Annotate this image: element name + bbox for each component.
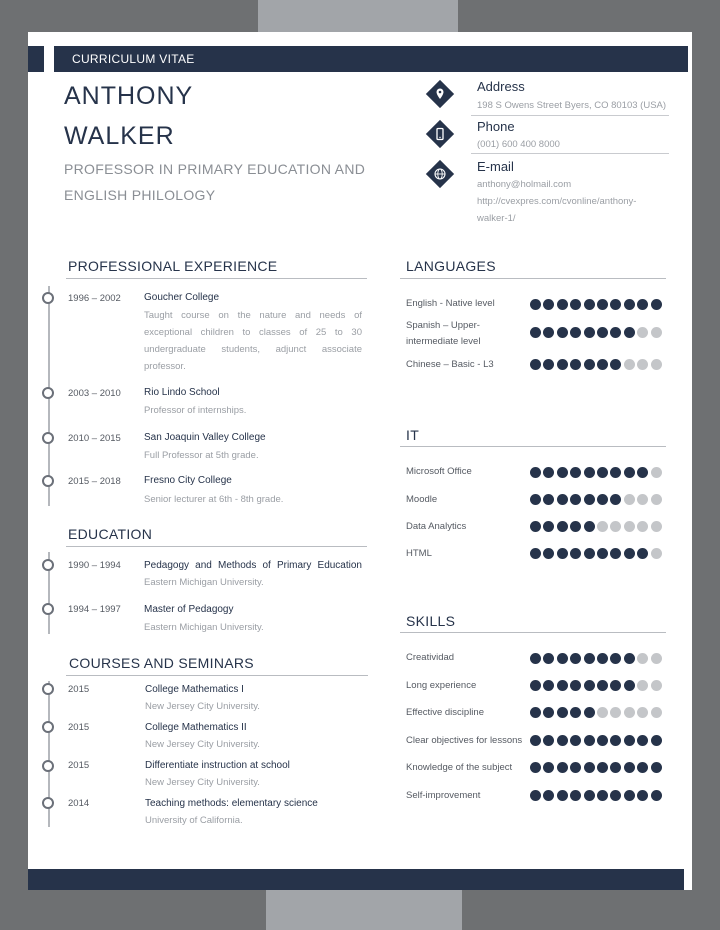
rating-dot-filled xyxy=(530,299,541,310)
rating-dot-empty xyxy=(637,359,648,370)
rating-dot-empty xyxy=(597,707,608,718)
skills-underline xyxy=(400,632,666,633)
banner-accent xyxy=(28,46,44,72)
rating-dot-filled xyxy=(557,467,568,478)
course-date: 2015 xyxy=(68,722,90,733)
rating-dot-filled xyxy=(557,548,568,559)
rating-dot-filled xyxy=(584,327,595,338)
languages-underline xyxy=(400,278,666,279)
rating-dot-filled xyxy=(584,467,595,478)
education-date: 1994 – 1997 xyxy=(68,604,121,615)
rating-dot-empty xyxy=(624,521,635,532)
timeline-dot xyxy=(42,292,54,304)
rating-dot-filled xyxy=(570,735,581,746)
rating-dot-empty xyxy=(637,327,648,338)
timeline-dot xyxy=(42,559,54,571)
skill-rating xyxy=(530,680,662,691)
skill-label: Long experience xyxy=(406,680,477,691)
rating-dot-empty xyxy=(637,521,648,532)
phone-value: (001) 600 400 8000 xyxy=(477,139,560,150)
rating-dot-empty xyxy=(637,653,648,664)
rating-dot-filled xyxy=(597,653,608,664)
course-school: New Jersey City University. xyxy=(145,777,260,788)
education-date: 1990 – 1994 xyxy=(68,560,121,571)
course-name: Differentiate instruction at school xyxy=(145,760,290,771)
rating-dot-empty xyxy=(624,707,635,718)
mobile-phone-icon xyxy=(426,120,454,148)
experience-org: Rio Lindo School xyxy=(144,387,220,398)
timeline-dot xyxy=(42,432,54,444)
rating-dot-filled xyxy=(584,548,595,559)
rating-dot-filled xyxy=(557,680,568,691)
course-name: Teaching methods: elementary science xyxy=(145,798,318,809)
footer-bar xyxy=(28,869,684,890)
rating-dot-filled xyxy=(584,790,595,801)
rating-dot-filled xyxy=(584,653,595,664)
address-title: Address xyxy=(477,79,525,94)
rating-dot-empty xyxy=(651,327,662,338)
timeline-dot xyxy=(42,760,54,772)
rating-dot-filled xyxy=(651,299,662,310)
course-name: College Mathematics I xyxy=(145,684,244,695)
rating-dot-filled xyxy=(543,548,554,559)
language-rating xyxy=(530,299,662,310)
experience-org: Goucher College xyxy=(144,292,220,303)
rating-dot-filled xyxy=(597,359,608,370)
education-school: Eastern Michigan University. xyxy=(144,577,264,588)
skill-label: Self-improvement xyxy=(406,790,481,801)
rating-dot-filled xyxy=(543,735,554,746)
course-school: New Jersey City University. xyxy=(145,739,260,750)
experience-org: Fresno City College xyxy=(144,475,232,486)
banner: CURRICULUM VITAE xyxy=(54,46,688,72)
rating-dot-filled xyxy=(570,521,581,532)
rating-dot-filled xyxy=(651,735,662,746)
rating-dot-filled xyxy=(610,790,621,801)
course-date: 2015 xyxy=(68,760,90,771)
rating-dot-filled xyxy=(637,467,648,478)
rating-dot-filled xyxy=(570,299,581,310)
skill-rating xyxy=(530,653,662,664)
rating-dot-filled xyxy=(557,735,568,746)
course-date: 2015 xyxy=(68,684,90,695)
rating-dot-filled xyxy=(610,735,621,746)
rating-dot-filled xyxy=(624,735,635,746)
rating-dot-filled xyxy=(624,762,635,773)
rating-dot-empty xyxy=(637,494,648,505)
rating-dot-empty xyxy=(610,707,621,718)
rating-dot-filled xyxy=(597,735,608,746)
experience-desc: Professor of internships. xyxy=(144,405,247,416)
rating-dot-filled xyxy=(570,790,581,801)
it-label: Moodle xyxy=(406,494,438,505)
rating-dot-filled xyxy=(570,467,581,478)
language-rating xyxy=(530,327,662,338)
rating-dot-filled xyxy=(610,467,621,478)
rating-dot-filled xyxy=(570,653,581,664)
timeline-dot xyxy=(42,387,54,399)
skill-rating xyxy=(530,790,662,801)
last-name: WALKER xyxy=(64,122,175,150)
experience-desc: Taught course on the nature and needs of exceptional children to classes of 25 to 30 undergraduate students, adjunct associate professor. xyxy=(144,310,362,372)
rating-dot-filled xyxy=(530,735,541,746)
phone-title: Phone xyxy=(477,119,515,134)
rating-dot-filled xyxy=(584,494,595,505)
email-value: anthony@holmail.com xyxy=(477,179,572,190)
website-line-1: http://cvexpres.com/cvonline/anthony- xyxy=(477,196,637,207)
skill-label: Knowledge of the subject xyxy=(406,762,513,773)
rating-dot-filled xyxy=(530,680,541,691)
rating-dot-filled xyxy=(637,762,648,773)
experience-underline xyxy=(66,278,367,279)
rating-dot-filled xyxy=(584,359,595,370)
rating-dot-filled xyxy=(530,494,541,505)
rating-dot-filled xyxy=(530,359,541,370)
rating-dot-filled xyxy=(543,327,554,338)
rating-dot-filled xyxy=(584,680,595,691)
rating-dot-filled xyxy=(543,359,554,370)
experience-title: PROFESSIONAL EXPERIENCE xyxy=(68,258,278,274)
experience-date: 2010 – 2015 xyxy=(68,433,121,444)
rating-dot-filled xyxy=(637,735,648,746)
courses-underline xyxy=(66,675,368,676)
rating-dot-filled xyxy=(570,327,581,338)
rating-dot-filled xyxy=(624,299,635,310)
skill-label: Clear objectives for lessons xyxy=(406,735,523,746)
skill-label: Creatividad xyxy=(406,652,455,663)
rating-dot-filled xyxy=(570,707,581,718)
rating-dot-filled xyxy=(557,327,568,338)
rating-dot-filled xyxy=(584,299,595,310)
rating-dot-filled xyxy=(624,680,635,691)
experience-date: 2003 – 2010 xyxy=(68,388,121,399)
rating-dot-filled xyxy=(597,548,608,559)
experience-desc: Senior lecturer at 6th - 8th grade. xyxy=(144,494,284,505)
rating-dot-filled xyxy=(624,467,635,478)
skill-label: Effective discipline xyxy=(406,707,484,718)
rating-dot-filled xyxy=(557,359,568,370)
timeline-dot xyxy=(42,797,54,809)
resume-page xyxy=(28,32,692,890)
globe-icon xyxy=(426,160,454,188)
it-label: Microsoft Office xyxy=(406,466,472,477)
education-title: EDUCATION xyxy=(68,526,153,542)
rating-dot-filled xyxy=(624,327,635,338)
rating-dot-filled xyxy=(530,327,541,338)
rating-dot-empty xyxy=(651,467,662,478)
rating-dot-filled xyxy=(530,790,541,801)
phone-divider xyxy=(471,153,669,154)
language-label: Chinese – Basic - L3 xyxy=(406,359,494,370)
rating-dot-filled xyxy=(637,790,648,801)
experience-desc: Full Professor at 5th grade. xyxy=(144,450,259,461)
rating-dot-filled xyxy=(530,653,541,664)
education-degree: Pedagogy and Methods of Primary Education xyxy=(144,560,362,571)
rating-dot-filled xyxy=(543,790,554,801)
it-underline xyxy=(400,446,666,447)
course-school: University of California. xyxy=(145,815,243,826)
skills-title: SKILLS xyxy=(406,613,456,629)
skill-rating xyxy=(530,762,662,773)
rating-dot-filled xyxy=(597,299,608,310)
course-name: College Mathematics II xyxy=(145,722,247,733)
rating-dot-filled xyxy=(570,359,581,370)
rating-dot-empty xyxy=(651,359,662,370)
rating-dot-filled xyxy=(530,762,541,773)
experience-org: San Joaquin Valley College xyxy=(144,432,266,443)
role-line-2: ENGLISH PHILOLOGY xyxy=(64,187,216,203)
rating-dot-filled xyxy=(543,467,554,478)
website-line-2: walker-1/ xyxy=(477,213,516,224)
rating-dot-filled xyxy=(543,762,554,773)
rating-dot-filled xyxy=(584,762,595,773)
it-title: IT xyxy=(406,427,420,443)
education-underline xyxy=(66,546,367,547)
rating-dot-filled xyxy=(637,299,648,310)
rating-dot-filled xyxy=(543,494,554,505)
rating-dot-filled xyxy=(610,494,621,505)
rating-dot-filled xyxy=(570,762,581,773)
role-title xyxy=(64,156,384,208)
rating-dot-filled xyxy=(624,653,635,664)
rating-dot-filled xyxy=(597,762,608,773)
rating-dot-empty xyxy=(651,521,662,532)
rating-dot-empty xyxy=(624,359,635,370)
rating-dot-filled xyxy=(624,790,635,801)
rating-dot-empty xyxy=(597,521,608,532)
it-label: HTML xyxy=(406,548,432,559)
rating-dot-filled xyxy=(543,299,554,310)
rating-dot-filled xyxy=(637,548,648,559)
it-rating xyxy=(530,521,662,532)
first-name: ANTHONY xyxy=(64,82,194,110)
rating-dot-filled xyxy=(557,521,568,532)
rating-dot-filled xyxy=(530,467,541,478)
rating-dot-filled xyxy=(610,327,621,338)
timeline-dot xyxy=(42,721,54,733)
rating-dot-filled xyxy=(530,548,541,559)
timeline-dot xyxy=(42,683,54,695)
it-rating xyxy=(530,494,662,505)
rating-dot-filled xyxy=(557,790,568,801)
rating-dot-empty xyxy=(610,521,621,532)
experience-date: 1996 – 2002 xyxy=(68,293,121,304)
it-label: Data Analytics xyxy=(406,521,467,532)
education-school: Eastern Michigan University. xyxy=(144,622,264,633)
rating-dot-filled xyxy=(557,653,568,664)
rating-dot-filled xyxy=(543,653,554,664)
course-date: 2014 xyxy=(68,798,90,809)
rating-dot-filled xyxy=(651,762,662,773)
rating-dot-filled xyxy=(610,359,621,370)
rating-dot-empty xyxy=(651,707,662,718)
course-school: New Jersey City University. xyxy=(145,701,260,712)
rating-dot-filled xyxy=(543,680,554,691)
rating-dot-filled xyxy=(584,521,595,532)
rating-dot-filled xyxy=(530,707,541,718)
rating-dot-empty xyxy=(651,653,662,664)
rating-dot-filled xyxy=(610,299,621,310)
rating-dot-empty xyxy=(651,494,662,505)
rating-dot-empty xyxy=(651,548,662,559)
rating-dot-empty xyxy=(651,680,662,691)
location-pin-icon xyxy=(426,80,454,108)
languages-title: LANGUAGES xyxy=(406,258,496,274)
rating-dot-filled xyxy=(584,707,595,718)
rating-dot-filled xyxy=(584,735,595,746)
role-line-1: PROFESSOR IN PRIMARY EDUCATION AND xyxy=(64,161,366,177)
rating-dot-filled xyxy=(651,790,662,801)
rating-dot-filled xyxy=(597,790,608,801)
rating-dot-filled xyxy=(570,494,581,505)
rating-dot-filled xyxy=(570,548,581,559)
rating-dot-filled xyxy=(543,521,554,532)
it-rating xyxy=(530,548,662,559)
rating-dot-filled xyxy=(610,680,621,691)
rating-dot-filled xyxy=(543,707,554,718)
language-label: English - Native level xyxy=(406,298,495,309)
language-label: Spanish – Upper-intermediate level xyxy=(406,320,481,347)
rating-dot-filled xyxy=(597,467,608,478)
skill-rating xyxy=(530,707,662,718)
email-title: E-mail xyxy=(477,159,514,174)
rating-dot-filled xyxy=(597,494,608,505)
address-value: 198 S Owens Street Byers, CO 80103 (USA) xyxy=(477,100,667,111)
it-rating xyxy=(530,467,662,478)
language-rating xyxy=(530,359,662,370)
rating-dot-filled xyxy=(557,707,568,718)
rating-dot-filled xyxy=(570,680,581,691)
education-degree: Master of Pedagogy xyxy=(144,604,234,615)
rating-dot-empty xyxy=(624,494,635,505)
timeline-dot xyxy=(42,475,54,487)
rating-dot-filled xyxy=(610,762,621,773)
experience-date: 2015 – 2018 xyxy=(68,476,121,487)
rating-dot-filled xyxy=(610,653,621,664)
rating-dot-empty xyxy=(637,707,648,718)
timeline-dot xyxy=(42,603,54,615)
rating-dot-filled xyxy=(624,548,635,559)
rating-dot-filled xyxy=(610,548,621,559)
courses-title: COURSES AND SEMINARS xyxy=(69,655,254,671)
rating-dot-filled xyxy=(597,327,608,338)
rating-dot-filled xyxy=(557,762,568,773)
rating-dot-filled xyxy=(557,494,568,505)
skill-rating xyxy=(530,735,662,746)
address-divider xyxy=(471,115,669,116)
rating-dot-filled xyxy=(530,521,541,532)
rating-dot-empty xyxy=(637,680,648,691)
rating-dot-filled xyxy=(557,299,568,310)
rating-dot-filled xyxy=(597,680,608,691)
